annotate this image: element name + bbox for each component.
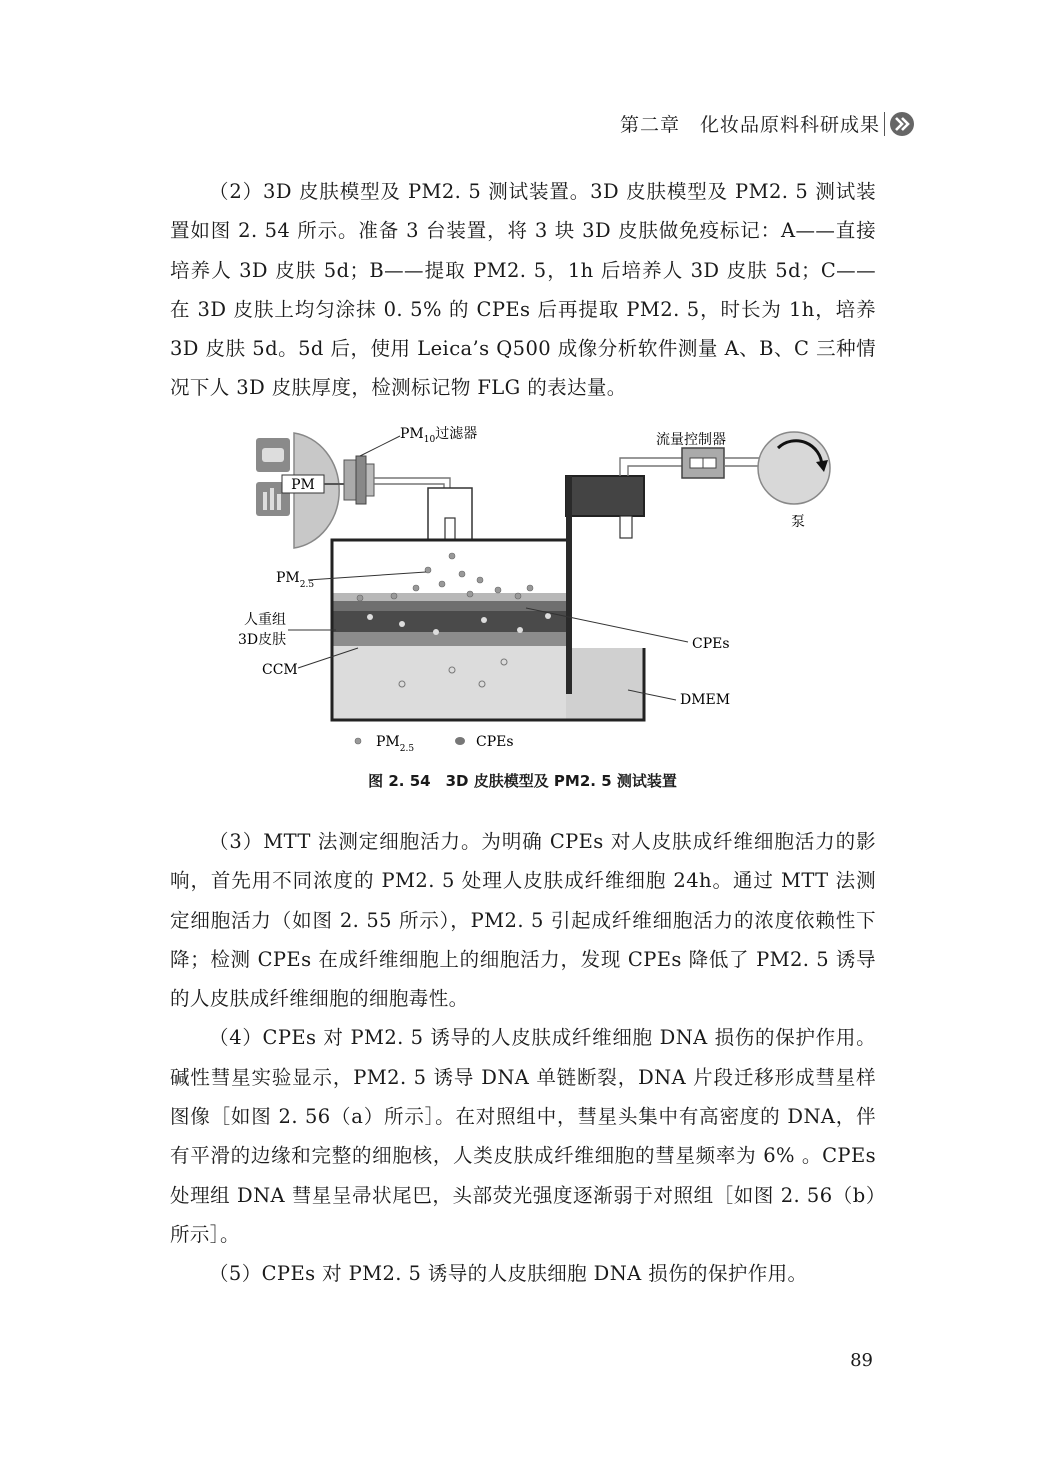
dmem-label: DMEM [680,692,731,708]
ccm-label: CCM [262,662,298,678]
chapter-title: 第二章 化妆品原料科研成果 [619,114,880,136]
header-divider [884,112,885,136]
legend-pm25: $PM_{2.5}$ [376,734,415,754]
running-header [0,108,1045,138]
skin-label-line2: 3D皮肤 [238,632,287,648]
body-text-bottom [170,822,876,1294]
figure-caption: 图 2. 54 3D 皮肤模型及 PM2. 5 测试装置 [368,772,677,790]
pump-label: 泵 [791,514,805,530]
body-text-top [170,172,876,408]
paragraph-2: （2）3D 皮肤模型及 PM2. 5 测试装置。3D 皮肤模型及 PM2. 5 测试装置如图 2. 54 所示。准备 3 台装置，将 3 块 3D 皮肤做免疫标记：A——直接培养人 3D 皮肤 5d；B——提取 PM2. 5，1h 后培养人 3D 皮肤 5d；C——在 3D 皮肤上均匀涂抹 0. 5% 的 CPEs 后再提取 PM2. 5，时长为 1h，培养 3D 皮肤 5d。5d 后，使用 Leica’s Q500 成像分析软件测量 A、B、C 三种情况下人 3D 皮肤厚度，检测标记物 FLG 的表达量。 [170,180,876,400]
double-chevron-right-icon [889,111,915,137]
flow-controller [656,431,760,478]
test-apparatus-diagram [230,418,840,758]
medium-column [566,458,682,720]
paragraph-4: （4）CPEs 对 PM2. 5 诱导的人皮肤成纤维细胞 DNA 损伤的保护作用。碱性彗星实验显示，PM2. 5 诱导 DNA 单链断裂，DNA 片段迁移形成彗星样图像［如图 2. 56（a）所示］。在对照组中，彗星头集中有高密度的 DNA，伴有平滑的边缘和完整的细胞核，人类皮肤成纤维细胞的彗星频率为 6% 。CPEs 处理组 DNA 彗星呈帚状尾巴，头部荧光强度逐渐弱于对照组［如图 2. 56（b）所示］。 [170,1026,876,1246]
pump [758,432,830,530]
legend-cpes: CPEs [476,734,514,750]
paragraph-5: （5）CPEs 对 PM2. 5 诱导的人皮肤细胞 DNA 损伤的保护作用。 [209,1262,808,1286]
cpes-label: CPEs [692,636,730,652]
flow-controller-label: 流量控制器 [656,432,726,448]
pm25-label: $PM_{2.5}$ [276,570,315,590]
pm-source [256,433,339,548]
figure-legend [355,734,514,754]
paragraph-3: （3）MTT 法测定细胞活力。为明确 CPEs 对人皮肤成纤维细胞活力的影响，首先用不同浓度的 PM2. 5 处理人皮肤成纤维细胞 24h。通过 MTT 法测定细胞活力（如图 2. 55 所示），PM2. 5 引起成纤维细胞活力的浓度依赖性下降；检测 CPEs 在成纤维细胞上的细胞活力，发现 CPEs 降低了 PM2. 5 诱导的人皮肤成纤维细胞的细胞毒性。 [170,830,876,1011]
pm10-filter-label: $PM_{10}$过滤器 [400,426,478,445]
page-number: 89 [850,1350,873,1371]
skin-label-line1: 人重组 [244,612,286,628]
skin-chamber [332,540,568,720]
pm-box-label: PM [291,477,315,493]
